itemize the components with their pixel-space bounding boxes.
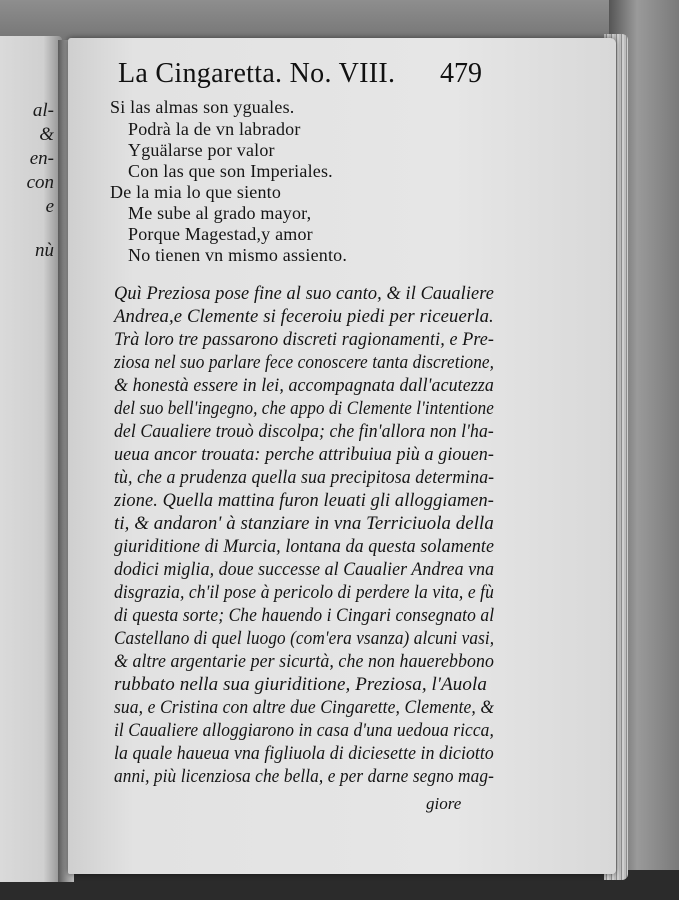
running-title: La Cingaretta. No. VIII.: [118, 58, 396, 89]
prose-line: Andrea,e Clemente si feceroiu piedi per riceuerla.: [114, 306, 494, 327]
left-page-fragment: nù: [35, 240, 54, 261]
prose-line: disgrazia, ch'il pose à pericolo di perdere la vita, e fù: [114, 582, 494, 603]
prose-line: Castellano di quel luogo (com'era vsanza) alcuni vasi,: [114, 628, 495, 649]
verse-line: Me sube al grado mayor,: [128, 203, 312, 223]
prose-line: ueua ancor trouata: perche attribuiua più a giouen-: [114, 444, 494, 465]
prose-line: di questa sorte; Che hauendo i Cingari consegnato al: [114, 605, 495, 626]
prose-line: Quì Preziosa pose fine al suo canto, & il Caualiere: [114, 283, 495, 304]
page-number: 479: [440, 58, 482, 89]
prose-line: del suo bell'ingegno, che appo di Clemente l'intentione: [114, 398, 494, 419]
left-page-fragment: en-: [29, 148, 54, 169]
prose-line: sua, e Cristina con altre due Cingarette, Clemente, &: [114, 697, 495, 718]
left-page-fragment: con: [26, 172, 54, 193]
prose-line: rubbato nella sua giuriditione, Preziosa, l'Auola: [114, 674, 487, 695]
prose-line: Trà loro tre passarono discreti ragionamenti, e Pre-: [114, 329, 495, 350]
prose-line: del Caualiere trouò discolpa; che fin'allora non l'ha-: [114, 421, 494, 442]
prose-line: & altre argentarie per sicurtà, che non hauerebbono: [114, 651, 494, 672]
prose-line: il Caualiere alloggiarono in casa d'una uedoua ricca,: [114, 720, 494, 741]
catchword: giore: [426, 794, 462, 813]
verse-line: Yguälarse por valor: [128, 140, 275, 160]
prose-line: dodici miglia, doue successe al Caualier Andrea vna: [114, 559, 495, 580]
prose-line: anni, più licenziosa che bella, e per darne segno mag-: [114, 766, 494, 787]
prose-line: la quale haueua vna figliuola di diciesette in diciotto: [114, 743, 494, 764]
left-page-fragment: al-: [32, 100, 54, 121]
prose-line: ziosa nel suo parlare fece conoscere tanta discretione,: [114, 352, 495, 373]
left-page-fragment: &: [39, 124, 54, 145]
left-facing-page: [0, 36, 62, 882]
prose-line: giuriditione di Murcia, lontana da questa solamente: [114, 536, 495, 557]
verse-line: De la mia lo que siento: [110, 182, 282, 202]
verse-line: Con las que son Imperiales.: [128, 161, 333, 181]
verse-line: Si las almas son yguales.: [110, 97, 295, 117]
left-page-fragment: e: [45, 196, 54, 217]
prose-line: tù, che a prudenza quella sua precipitosa determina-: [114, 467, 495, 488]
verse-line: Podrà la de vn labrador: [128, 119, 301, 139]
prose-line: ti, & andaron' à stanziare in vna Terriciuola della: [114, 513, 494, 534]
prose-line: zione. Quella mattina furon leuati gli alloggiamen-: [114, 490, 494, 511]
background-bottom: [0, 870, 679, 900]
prose-line: & honestà essere in lei, accompagnata dall'acutezza: [114, 375, 494, 396]
verse-line: No tienen vn mismo assiento.: [128, 245, 348, 265]
verse-line: Porque Magestad,y amor: [128, 224, 313, 244]
